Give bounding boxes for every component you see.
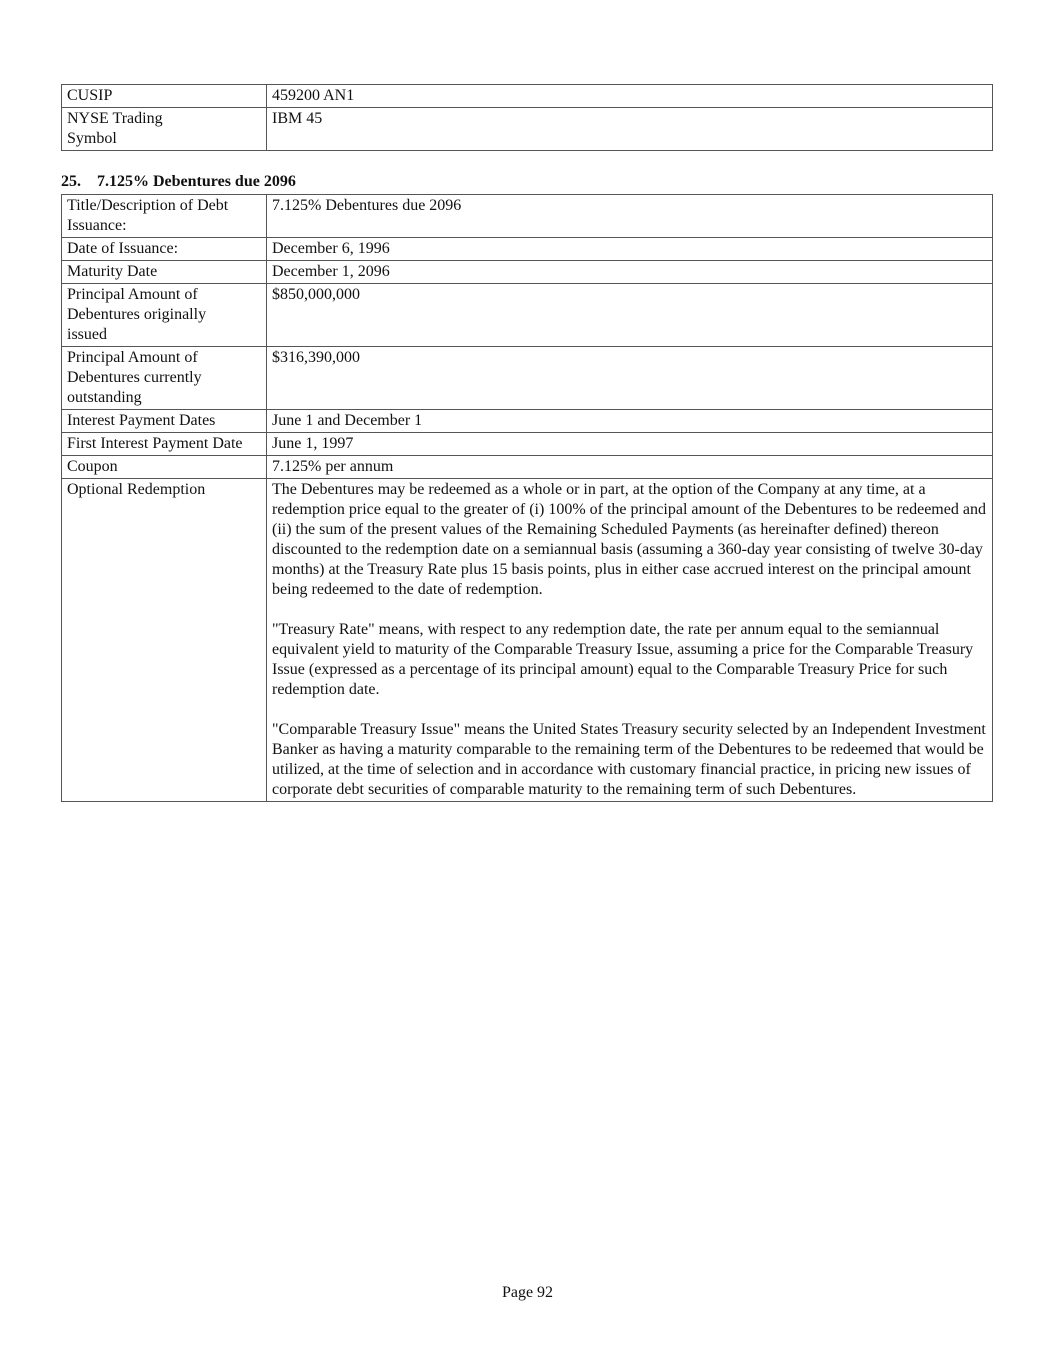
- debt-terms-table: [61, 194, 993, 802]
- table-row: [62, 108, 993, 151]
- table-row: [62, 85, 993, 108]
- cusip-value: 459200 AN1: [267, 85, 993, 108]
- interest-payment-dates-value: June 1 and December 1: [267, 410, 993, 433]
- first-interest-payment-label: First Interest Payment Date: [62, 433, 267, 456]
- maturity-date-value: December 1, 2096: [267, 261, 993, 284]
- page-number: Page 92: [501, 1284, 554, 1301]
- table-row: [62, 347, 993, 410]
- table-row: [62, 238, 993, 261]
- treasury-rate-paragraph: "Treasury Rate" means, with respect to any redemption date, the rate per annum equal to the semiannual equivalent yield to maturity of the Comparable Treasury Issue, assuming a price for the Comparable Treasury Issue (expressed as a percentage of its principal amount) equal to the Comparable Treasury Price for such redemption date.: [272, 621, 974, 698]
- first-interest-payment-value: June 1, 1997: [267, 433, 993, 456]
- table-row: [62, 261, 993, 284]
- optional-redemption-value: [267, 479, 993, 802]
- table-row: [62, 284, 993, 347]
- section-number: 25.: [61, 173, 81, 190]
- date-of-issuance-label: Date of Issuance:: [62, 238, 267, 261]
- principal-outstanding-value: $316,390,000: [267, 347, 993, 410]
- title-description-label: Title/Description of Debt Issuance:: [62, 195, 267, 238]
- coupon-label: Coupon: [62, 456, 267, 479]
- section-heading: [61, 172, 296, 192]
- optional-redemption-label: Optional Redemption: [62, 479, 267, 802]
- maturity-date-label: Maturity Date: [62, 261, 267, 284]
- table-row: [62, 195, 993, 238]
- comparable-treasury-issue-paragraph: "Comparable Treasury Issue" means the United States Treasury security selected by an Independent Investment Banker as having a maturity comparable to the remaining term of the Debentures to be redeemed that would be utilized, at the time of selection and in accordance with customary financial practice, in pricing new issues of corporate debt securities of comparable maturity to the remaining term of such Debentures.: [272, 721, 986, 798]
- trading-symbol-label: NYSE Trading Symbol: [62, 108, 267, 151]
- table-row: [62, 410, 993, 433]
- principal-issued-label: Principal Amount of Debentures originally issued: [62, 284, 267, 347]
- trading-symbol-value: IBM 45: [267, 108, 993, 151]
- identifiers-table: [61, 84, 993, 151]
- principal-outstanding-label: Principal Amount of Debentures currently outstanding: [62, 347, 267, 410]
- date-of-issuance-value: December 6, 1996: [267, 238, 993, 261]
- table-row: [62, 456, 993, 479]
- coupon-value: 7.125% per annum: [267, 456, 993, 479]
- principal-issued-value: $850,000,000: [267, 284, 993, 347]
- title-description-value: 7.125% Debentures due 2096: [267, 195, 993, 238]
- table-row: [62, 479, 993, 802]
- table-row: [62, 433, 993, 456]
- cusip-label: CUSIP: [62, 85, 267, 108]
- redemption-paragraph: The Debentures may be redeemed as a whole or in part, at the option of the Company at any time, at a redemption price equal to the greater of (i) 100% of the principal amount of the Debentures to be redeemed and (ii) the sum of the present values of the Remaining Scheduled Payments (as hereinafter defined) thereon discounted to the redemption date on a semiannual basis (assuming a 360-day year consisting of twelve 30-day months) at the Treasury Rate plus 15 basis points, plus in either case accrued interest on the principal amount being redeemed to the date of redemption.: [272, 481, 986, 598]
- section-title: 7.125% Debentures due 2096: [97, 173, 296, 190]
- interest-payment-dates-label: Interest Payment Dates: [62, 410, 267, 433]
